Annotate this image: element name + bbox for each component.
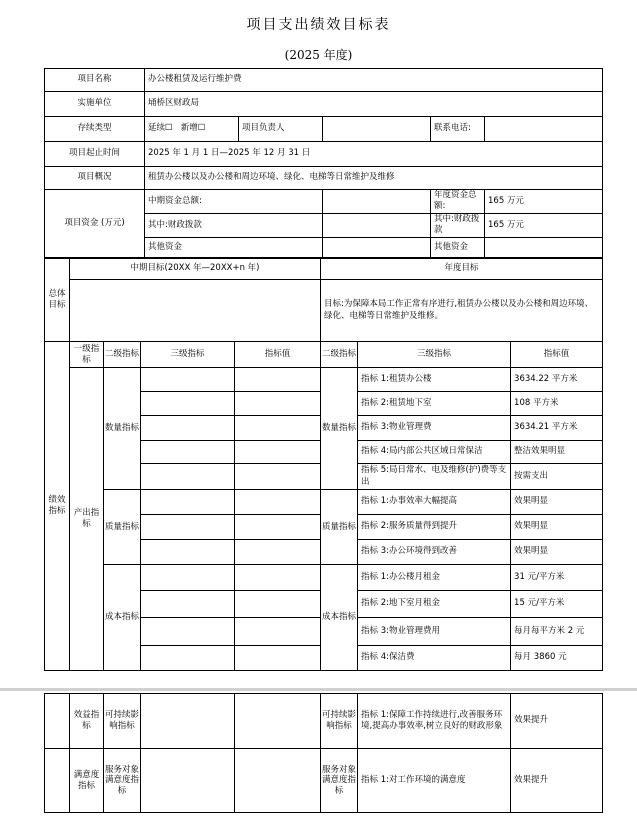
- indicator-value: 3634.21 平方米: [511, 416, 603, 441]
- left-l3-cell: [141, 441, 235, 464]
- cost-label-left: 成本指标: [104, 565, 141, 671]
- period-label: 项目起止时间: [45, 142, 145, 167]
- left-l3-cell: [141, 540, 235, 565]
- perf-continued-blank: [45, 694, 70, 749]
- phone-label: 联系电话:: [431, 117, 485, 142]
- l3-header-left: 三级指标: [141, 342, 235, 368]
- fund-label: 项目资金 (万元): [45, 190, 145, 259]
- value-header-right: 指标值: [511, 342, 603, 368]
- indicator-value: 15 元/平方米: [511, 591, 603, 618]
- perf-indicator-label: 绩效指标: [45, 342, 70, 671]
- l1-header: 一级指标: [70, 342, 104, 368]
- left-value-cell: [235, 441, 321, 464]
- overall-goal-label: 总体目标: [45, 258, 70, 342]
- indicator-name: 指标 1:办事效率大幅提高: [358, 490, 511, 515]
- overview-value: 租赁办公楼以及办公楼和周边环境、绿化、电梯等日常维护及维修: [145, 167, 603, 190]
- project-name-label: 项目名称: [45, 69, 145, 92]
- left-l3-cell: [141, 490, 235, 515]
- unit-value: 埇桥区财政局: [145, 92, 603, 117]
- indicator-value: 3634.22 平方米: [511, 368, 603, 392]
- quantity-label-left: 数量指标: [104, 368, 141, 490]
- left-l3-cell: [141, 646, 235, 671]
- left-value-cell: [235, 416, 321, 441]
- service-label-left: 服务对象满意度指标: [104, 749, 141, 813]
- left-l3-cell: [141, 694, 235, 749]
- quantity-label-right: 数量指标: [321, 368, 358, 490]
- indicator-name: 指标 2:租赁地下室: [358, 392, 511, 416]
- left-value-cell: [235, 540, 321, 565]
- document-year: (2025 年度): [284, 48, 353, 62]
- year-other-value: [485, 237, 603, 258]
- year-total-label: 年度资金总额:: [431, 190, 485, 214]
- left-value-cell: [235, 392, 321, 416]
- mid-fin-label: 其中:财政拨款: [145, 213, 323, 237]
- year-goal-text: 目标:为保障本局工作正常有序进行,租赁办公楼以及办公楼和周边环境、绿化、电梯等日常维护及维修。: [321, 280, 603, 342]
- indicator-name: 指标 1:对工作环境的满意度: [358, 749, 511, 813]
- left-value-cell: [235, 565, 321, 591]
- overview-label: 项目概况: [45, 167, 145, 190]
- indicator-name: 指标 3:办公环境得到改善: [358, 540, 511, 565]
- period-value: 2025 年 1 月 1 日—2025 年 12 月 31 日: [145, 142, 603, 167]
- left-l3-cell: [141, 392, 235, 416]
- satisfaction-indicator-label: 满意度指标: [70, 749, 104, 813]
- benefit-indicator-label: 效益指标: [70, 694, 104, 749]
- cost-label-right: 成本指标: [321, 565, 358, 671]
- type-continue-checkbox[interactable]: 延续☐: [148, 123, 173, 134]
- year-total-value: 165 万元: [485, 190, 603, 214]
- year-fin-label: 其中:财政拨款: [431, 213, 485, 237]
- left-l3-cell: [141, 416, 235, 441]
- indicator-name: 指标 3:物业管理费用: [358, 618, 511, 646]
- quality-label-left: 质量指标: [104, 490, 141, 565]
- indicator-name: 指标 4:保洁费: [358, 646, 511, 671]
- left-value-cell: [235, 490, 321, 515]
- mid-total-label: 中期资金总额:: [145, 190, 323, 214]
- indicator-value: 整洁效果明显: [511, 441, 603, 464]
- left-value-cell: [235, 646, 321, 671]
- owner-label: 项目负责人: [239, 117, 323, 142]
- indicator-name: 指标 5:局日常水、电及维修(护)费等支出: [358, 464, 511, 490]
- indicator-name: 指标 2:地下室月租金: [358, 591, 511, 618]
- l2-header-right: 二级指标: [321, 342, 358, 368]
- sustain-label-right: 可持续影响指标: [321, 694, 358, 749]
- sustain-label-left: 可持续影响指标: [104, 694, 141, 749]
- l2-header-left: 二级指标: [104, 342, 141, 368]
- indicator-value: 效果提升: [511, 694, 603, 749]
- indicator-value: 按需支出: [511, 464, 603, 490]
- left-value-cell: [235, 515, 321, 540]
- indicator-name: 指标 2:服务质量得到提升: [358, 515, 511, 540]
- type-new-checkbox[interactable]: 新增☐: [180, 123, 206, 134]
- indicator-name: 指标 4:局内部公共区域日常保洁: [358, 441, 511, 464]
- document-title: 项目支出绩效目标表: [246, 17, 391, 33]
- phone-value: [485, 117, 603, 142]
- mid-other-value: [323, 237, 431, 258]
- performance-table-continued: [44, 693, 603, 813]
- mid-goal-header: 中期目标(20XX 年—20XX+n 年): [70, 258, 321, 280]
- indicator-value: 效果明显: [511, 490, 603, 515]
- indicator-value: 效果明显: [511, 540, 603, 565]
- performance-table: [44, 257, 603, 671]
- left-l3-cell: [141, 591, 235, 618]
- unit-label: 实施单位: [45, 92, 145, 117]
- type-options: [145, 117, 239, 142]
- left-value-cell: [235, 368, 321, 392]
- basic-info-table: [44, 68, 603, 259]
- indicator-value: 效果提升: [511, 749, 603, 813]
- year-fin-value: 165 万元: [485, 213, 603, 237]
- type-label: 存续类型: [45, 117, 145, 142]
- indicator-name: 指标 1:租赁办公楼: [358, 368, 511, 392]
- indicator-value: 每月 3860 元: [511, 646, 603, 671]
- left-value-cell: [235, 591, 321, 618]
- indicator-value: 108 平方米: [511, 392, 603, 416]
- value-header-left: 指标值: [235, 342, 321, 368]
- mid-other-label: 其他资金: [145, 237, 323, 258]
- left-l3-cell: [141, 464, 235, 490]
- indicator-name: 指标 3:物业管理费: [358, 416, 511, 441]
- left-value-cell: [235, 749, 321, 813]
- left-l3-cell: [141, 618, 235, 646]
- service-label-right: 服务对象满意度指标: [321, 749, 358, 813]
- document-page-2: [0, 691, 637, 821]
- indicator-name: 指标 1:办公楼月租金: [358, 565, 511, 591]
- indicator-value: 31 元/平方米: [511, 565, 603, 591]
- mid-goal-text: [70, 280, 321, 342]
- left-value-cell: [235, 694, 321, 749]
- quality-label-right: 质量指标: [321, 490, 358, 565]
- owner-value: [323, 117, 431, 142]
- year-other-label: 其他资金: [431, 237, 485, 258]
- output-indicator-label: 产出指标: [70, 368, 104, 671]
- indicator-value: 效果明显: [511, 515, 603, 540]
- perf-continued-blank: [45, 749, 70, 813]
- project-name-value: 办公楼租赁及运行维护费: [145, 69, 603, 92]
- mid-total-value: [323, 190, 431, 214]
- mid-fin-value: [323, 213, 431, 237]
- left-l3-cell: [141, 565, 235, 591]
- left-value-cell: [235, 618, 321, 646]
- year-goal-header: 年度目标: [321, 258, 603, 280]
- indicator-name: 指标 1:保障工作持续进行,改善服务环境,提高办事效率,树立良好的财政形象: [358, 694, 511, 749]
- left-l3-cell: [141, 368, 235, 392]
- l3-header-right: 三级指标: [358, 342, 511, 368]
- left-l3-cell: [141, 749, 235, 813]
- left-l3-cell: [141, 515, 235, 540]
- left-value-cell: [235, 464, 321, 490]
- indicator-value: 每月每平方米 2 元: [511, 618, 603, 646]
